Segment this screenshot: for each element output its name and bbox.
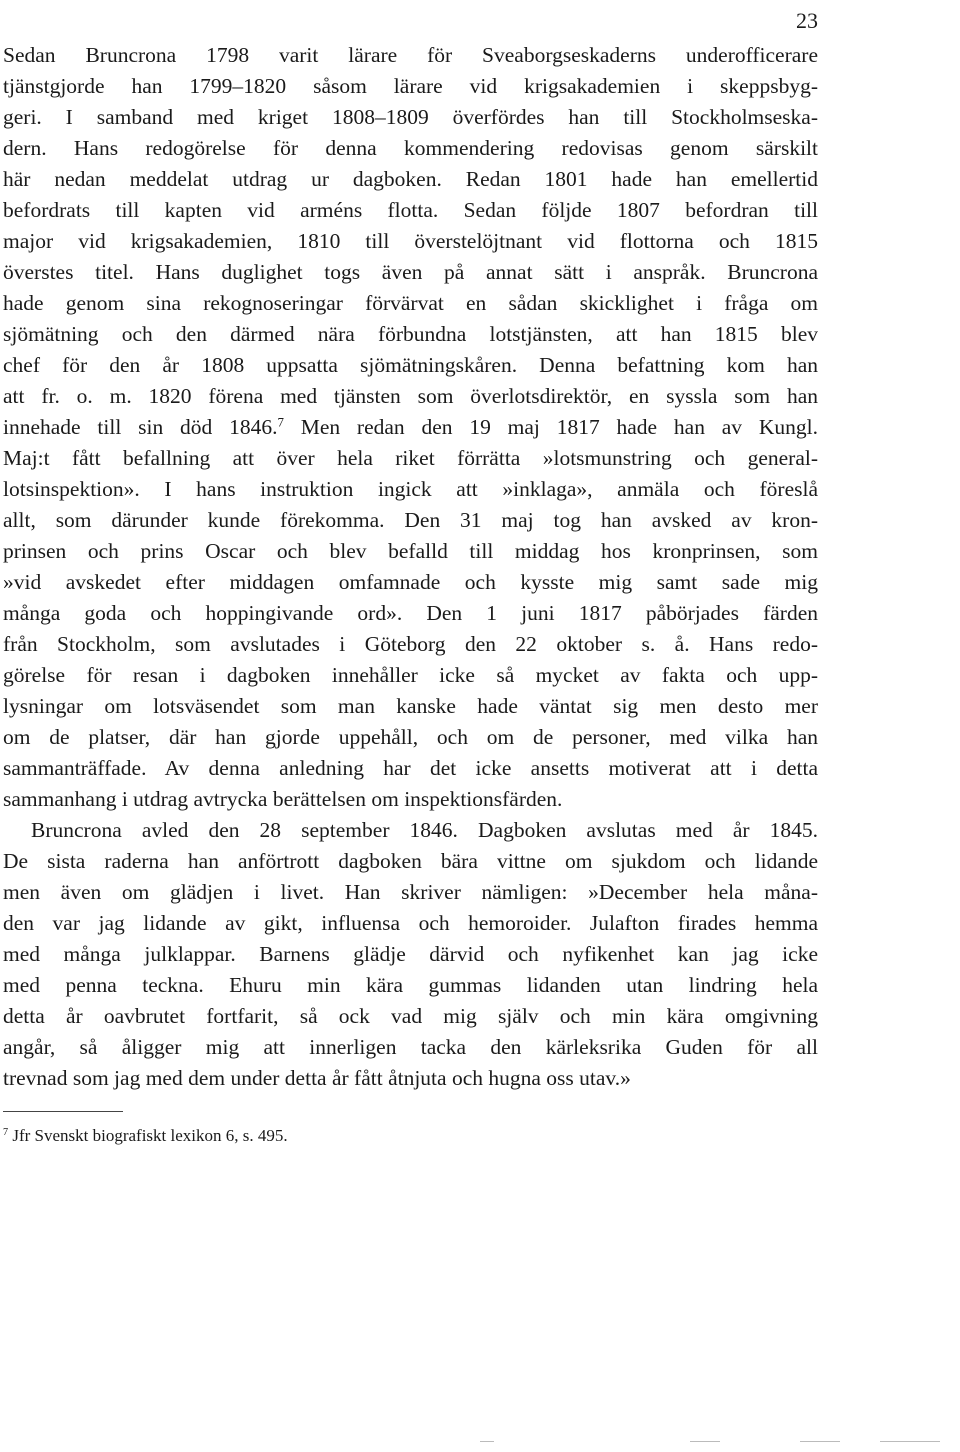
body-text [3, 40, 818, 1094]
text-line: major vid krigsakademien, 1810 till överstelöjtnant vid flottorna och 1815 [3, 229, 818, 253]
text-line: chef för den år 1808 uppsatta sjömätningskåren. Denna befattning kom han [3, 353, 818, 377]
text-line: dern. Hans redogörelse för denna kommendering redovisas genom särskilt [3, 136, 818, 160]
text-line: sammanträffade. Av denna anledning har det icke ansetts motiverat att i detta [3, 756, 818, 780]
footnote [3, 1124, 288, 1148]
footnote-divider [3, 1111, 123, 1112]
text-line: allt, som därunder kunde förekomma. Den 31 maj tog han avsked av kron- [3, 508, 818, 532]
text-line: görelse för resan i dagboken innehåller icke så mycket av fakta och upp- [3, 663, 818, 687]
text-line: många goda och hoppingivande ord». Den 1 juni 1817 påbörjades färden [3, 601, 818, 625]
text-line: befordrats till kapten vid arméns flotta. Sedan följde 1807 befordran till [3, 198, 818, 222]
text-line: trevnad som jag med dem under detta år fått åtnjuta och hugna oss utav.» [3, 1066, 631, 1090]
text-fragment: innehade till sin död 1846. [3, 415, 278, 439]
scan-artifact [690, 1441, 720, 1442]
text-line-with-note [3, 412, 818, 443]
scan-artifact [800, 1441, 840, 1442]
text-line: detta år oavbrutet fortfarit, så ock vad mig själv och min kära omgivning [3, 1004, 818, 1028]
text-line: lysningar om lotsväsendet som man kanske hade väntat sig men desto mer [3, 694, 818, 718]
text-line: hade genom sina rekognoseringar förvärvat en sådan skicklighet i fråga om [3, 291, 818, 315]
footnote-reference: 7 [277, 415, 284, 430]
scan-artifact [880, 1441, 940, 1442]
text-line: men även om glädjen i livet. Han skriver nämligen: »December hela måna- [3, 880, 818, 904]
text-fragment: Men redan den 19 maj 1817 hade han av Kungl. [283, 415, 818, 439]
text-line: Maj:t fått befallning att över hela riket förrätta »lotsmunstring och general- [3, 446, 818, 470]
footnote-marker: 7 [3, 1126, 9, 1138]
footnote-text: Jfr Svenskt biografiskt lexikon 6, s. 495. [8, 1126, 288, 1145]
text-line: geri. I samband med kriget 1808–1809 överfördes han till Stockholmseska- [3, 105, 818, 129]
text-line: De sista raderna han anförtrott dagboken bära vittne om sjukdom och lidande [3, 849, 818, 873]
text-line: »vid avskedet efter middagen omfamnade och kysste mig samt sade mig [3, 570, 818, 594]
text-line: från Stockholm, som avslutades i Göteborg den 22 oktober s. å. Hans redo- [3, 632, 818, 656]
text-line: sammanhang i utdrag avtrycka berättelsen om inspektionsfärden. [3, 787, 563, 811]
text-line: med penna teckna. Ehuru min kära gummas lidanden utan lindring hela [3, 973, 818, 997]
scan-artifact [480, 1441, 494, 1442]
text-line: Bruncrona avled den 28 september 1846. Dagboken avslutas med år 1845. [31, 818, 818, 842]
text-line: sjömätning och den därmed nära förbundna lotstjänsten, att han 1815 blev [3, 322, 818, 346]
text-line: lotsinspektion». I hans instruktion ingick att »inklaga», anmäla och föreslå [3, 477, 818, 501]
text-line: med många julklappar. Barnens glädje därvid och nyfikenhet kan jag icke [3, 942, 818, 966]
text-line: om de platser, där han gjorde uppehåll, och om de personer, med vilka han [3, 725, 818, 749]
text-line: den var jag lidande av gikt, influensa och hemoroider. Julafton firades hemma [3, 911, 818, 935]
page-number: 23 [796, 8, 818, 33]
text-line: att fr. o. m. 1820 förena med tjänsten som överlotsdirektör, en syssla som han [3, 384, 818, 408]
text-line: Sedan Bruncrona 1798 varit lärare för Sveaborgseskaderns underofficerare [3, 43, 818, 67]
text-line: prinsen och prins Oscar och blev befalld till middag hos kronprinsen, som [3, 539, 818, 563]
text-line: tjänstgjorde han 1799–1820 såsom lärare vid krigsakademien i skeppsbyg- [3, 74, 818, 98]
text-line: överstes titel. Hans duglighet togs även på annat sätt i anspråk. Bruncrona [3, 260, 818, 284]
text-line: här nedan meddelat utdrag ur dagboken. Redan 1801 hade han emellertid [3, 167, 818, 191]
text-line: angår, så åligger mig att innerligen tacka den kärleksrika Guden för all [3, 1035, 818, 1059]
